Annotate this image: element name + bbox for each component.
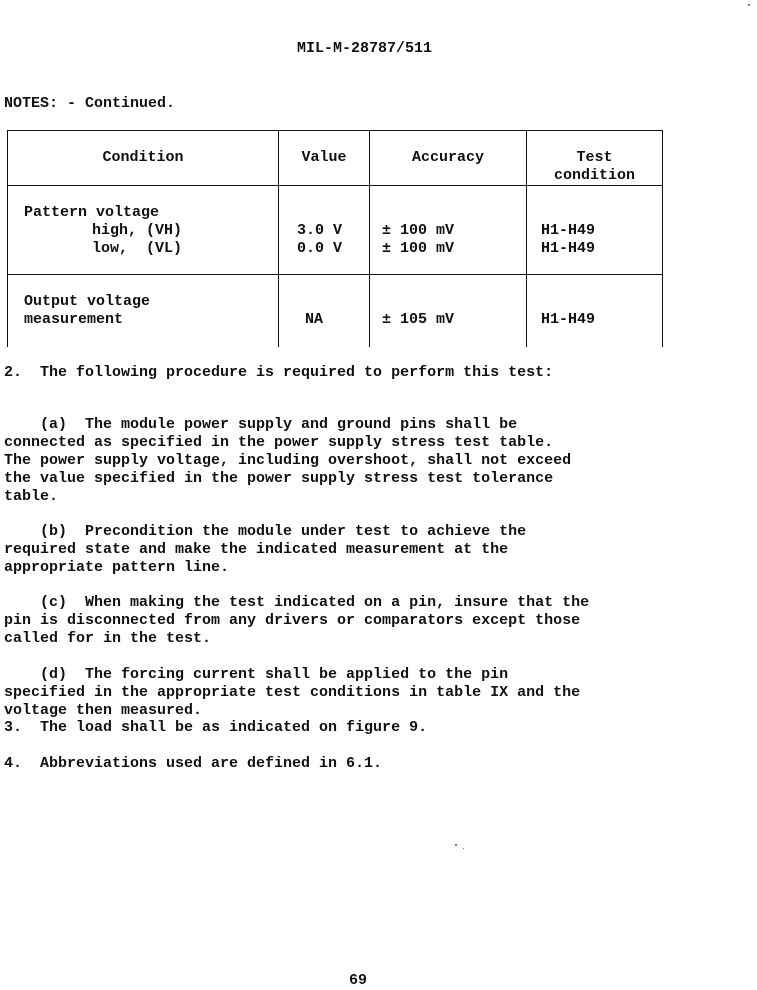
document-id: MIL-M-28787/511 [297,40,433,57]
condition-sub-high: high, (VH) [92,222,183,239]
scan-speck [463,848,464,849]
paragraph-4: 4. Abbreviations used are defined in 6.1. [4,755,383,772]
test-condition-cell: H1-H49 H1-H49 [527,186,663,275]
paragraph-b: (b) Precondition the module under test to achieve the required state and make the indicated measurement at the appropriate pattern line. [4,523,527,576]
header-condition: Condition [8,131,279,186]
header-test-condition: Test condition [527,131,663,186]
scan-speck [455,844,457,846]
paragraph-c: (c) When making the test indicated on a pin, insure that the pin is disconnected from any drivers or comparators except those called for in the test. [4,594,590,647]
paragraph-d: (d) The forcing current shall be applied to the pin specified in the appropriate test conditions in table IX and the voltage then measured. [4,666,581,719]
header-accuracy: Accuracy [370,131,527,186]
value-cell: NA [279,275,370,348]
value-cell: 3.0 V 0.0 V [279,186,370,275]
header-value: Value [279,131,370,186]
notes-heading: NOTES: - Continued. [4,95,176,112]
test-condition-cell: H1-H49 [527,275,663,348]
table-row [8,275,663,348]
table-header-row [8,131,663,186]
condition-sub-low: low, (VL) [92,240,183,257]
paragraph-a: (a) The module power supply and ground pins shall be connected as specified in the power supply stress test table. The power supply voltage, including overshoot, shall not exceed the value specified in the power supply stress test tolerance table. [4,416,572,505]
condition-title: Pattern voltage [24,204,160,221]
page-number: 69 [349,972,368,989]
paragraph-2: 2. The following procedure is required to perform this test: [4,364,554,381]
condition-cell: Output voltage measurement [8,275,279,348]
paragraph-3: 3. The load shall be as indicated on figure 9. [4,719,428,736]
accuracy-cell: ± 105 mV [370,275,527,348]
condition-cell [8,186,279,275]
table-row [8,186,663,275]
scan-speck [748,4,750,6]
accuracy-cell: ± 100 mV ± 100 mV [370,186,527,275]
conditions-table [7,130,663,347]
